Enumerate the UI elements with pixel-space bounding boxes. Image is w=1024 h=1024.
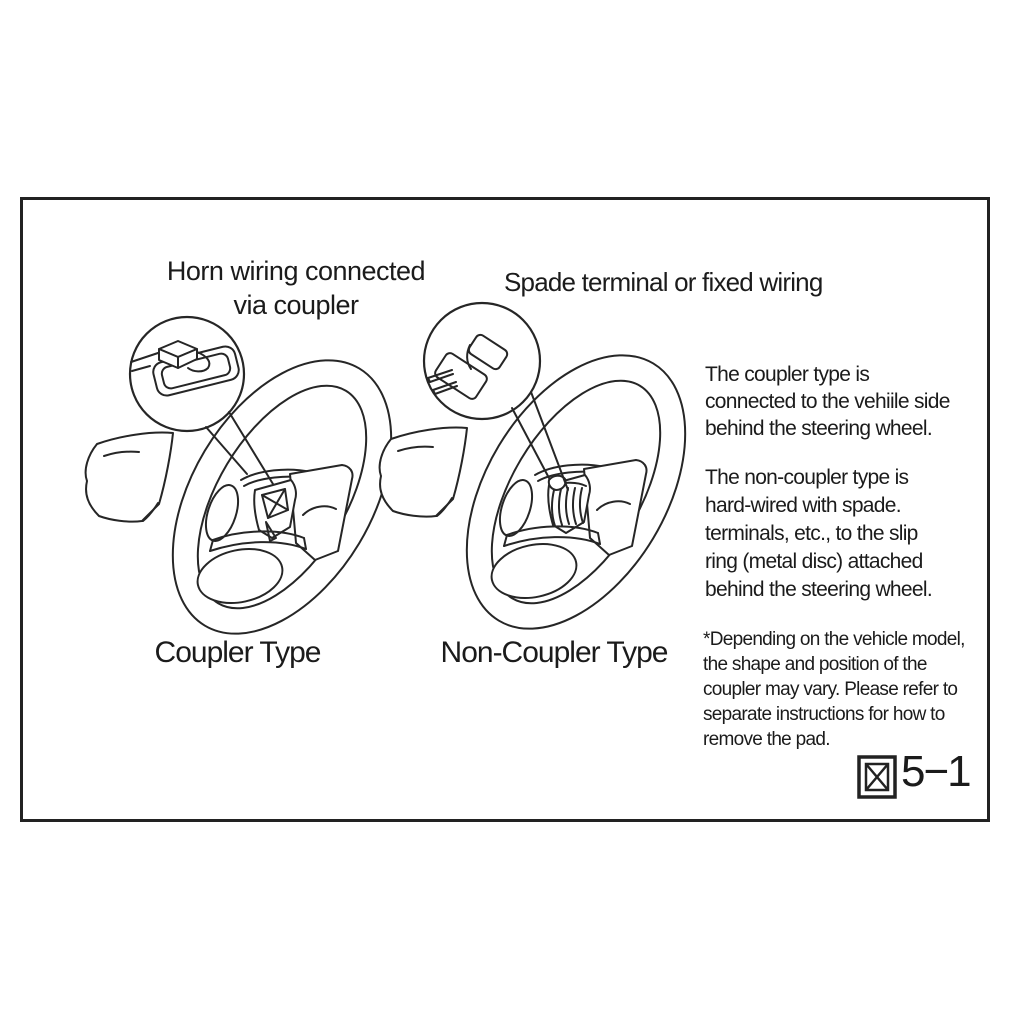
left-diagram-title (140, 254, 452, 322)
footnote-line: coupler may vary. Please refer to (703, 679, 958, 700)
note-line: connected to the vehiile side (705, 390, 950, 413)
footnote-line: remove the pad. (703, 729, 830, 750)
note-line: The non-coupler type is (705, 466, 909, 489)
footnote (703, 627, 998, 752)
note-line: ring (metal disc) attached (705, 550, 923, 573)
caption-non-coupler-type: Non-Coupler Type (440, 636, 668, 669)
note-line: The coupler type is (705, 363, 870, 386)
left-title-line2: via coupler (233, 290, 359, 320)
note-line: behind the steering wheel. (705, 578, 932, 601)
right-diagram-title: Spade terminal or fixed wiring (504, 267, 823, 297)
footnote-line: *Depending on the vehicle model, (703, 629, 965, 650)
figure-number: 5−1 (901, 747, 970, 796)
note-line: behind the steering wheel. (705, 417, 932, 440)
caption-coupler-type: Coupler Type (154, 636, 321, 669)
note-line: hard-wired with spade. (705, 494, 901, 517)
note-paragraph-coupler (705, 361, 995, 442)
note-line: terminals, etc., to the slip (705, 522, 918, 545)
footnote-line: separate instructions for how to (703, 704, 945, 725)
boxed-x-icon (857, 755, 897, 799)
note-paragraph-non-coupler (705, 464, 995, 604)
left-title-line1: Horn wiring connected (166, 256, 426, 286)
footnote-line: the shape and position of the (703, 654, 927, 675)
